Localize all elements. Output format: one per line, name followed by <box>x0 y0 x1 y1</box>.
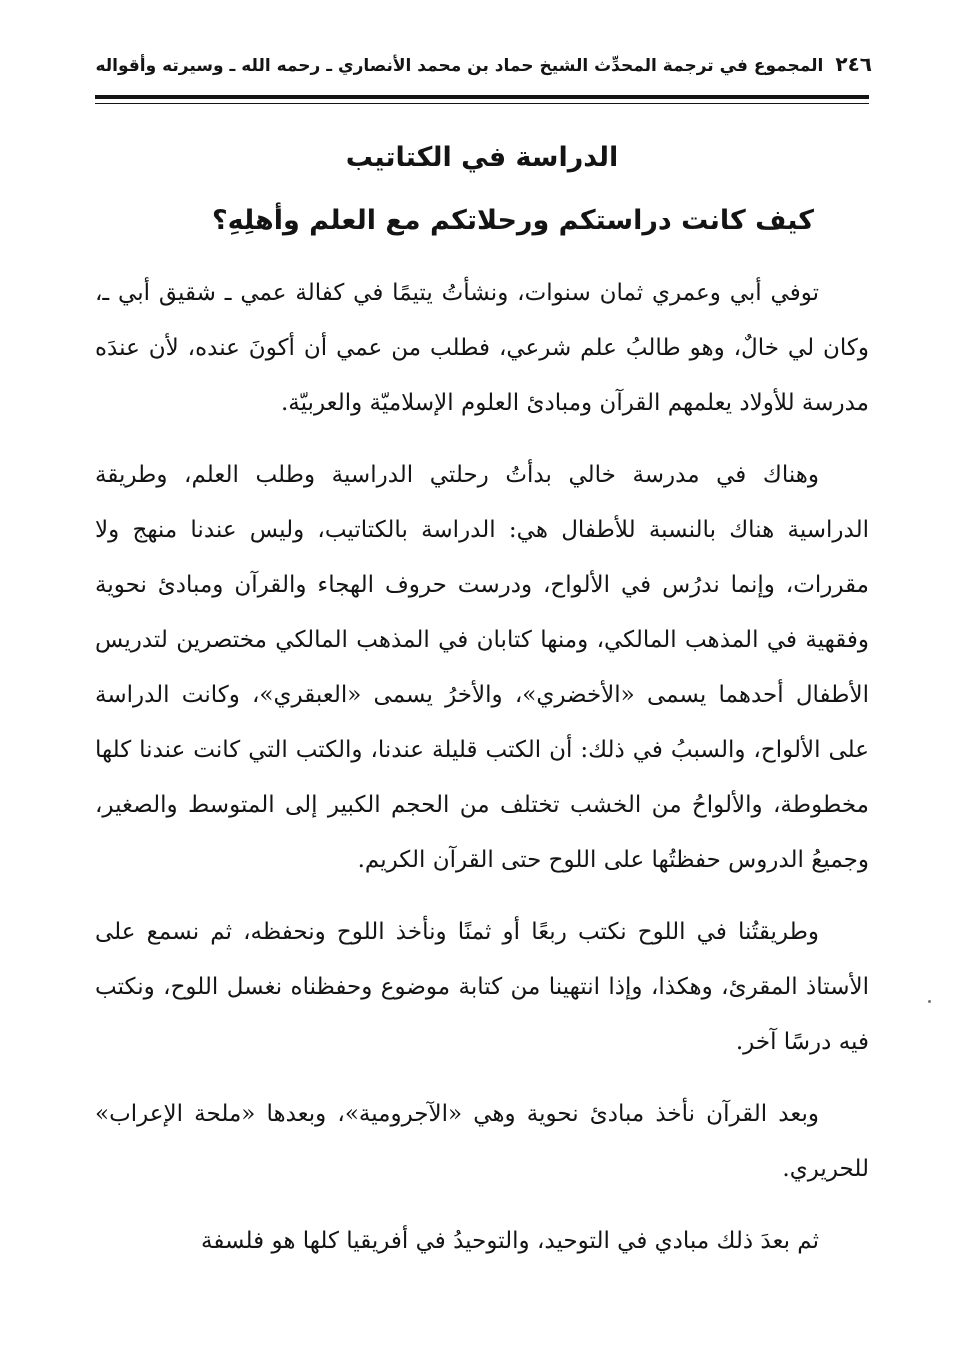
page-number: ٢٤٦ <box>835 52 872 76</box>
paragraph: ثم بعدَ ذلك مبادي في التوحيد، والتوحيدُ في أفريقيا كلها هو فلسفة <box>201 1228 819 1254</box>
scan-speck <box>928 1000 931 1003</box>
paragraph: وبعد القرآن نأخذ مبادئ نحوية وهي «الآجرومية»، وبعدها «ملحة الإعراب» للحريري. <box>95 1101 869 1182</box>
header-rule-thick <box>95 95 869 99</box>
body-text <box>95 266 869 1286</box>
question-heading: كيف كانت دراستكم ورحلاتكم مع العلم وأهلِهِ؟ <box>211 205 814 236</box>
section-title: الدراسة في الكتاتيب <box>345 142 619 173</box>
header-rule-thin <box>95 103 869 104</box>
paragraph: وهناك في مدرسة خالي بدأتُ رحلتي الدراسية وطلب العلم، وطريقة الدراسية هناك بالنسبة للأطفال هي: الدراسة بالكتاتيب، وليس عندنا منهج ولا مقررات، وإنما ندرُس في الألواح، ودرست حروف الهجاء والقرآن ومبادئ نحوية وفقهية في المذهب المالكي، ومنها كتابان في المذهب المالكي مختصرين لتدريس الأطفال أحدهما يسمى «الأخضري»، والأخرُ يسمى «العبقري»، وكانت الدراسة على الألواح، والسببُ في ذلك: أن الكتب قليلة عندنا، والكتب التي كانت عندنا كلها مخطوطة، والألواحُ من الخشب تختلف من الحجم الكبير إلى المتوسط والصغير، وجميعُ الدروس حفظتُها على اللوح حتى القرآن الكريم. <box>95 462 869 873</box>
paragraph: توفي أبي وعمري ثمان سنوات، ونشأتُ يتيمًا في كفالة عمي ـ شقيق أبي ـ، وكان لي خالٌ، وهو طالبُ علم شرعي، فطلب من عمي أن أكونَ عنده، لأن عندَه مدرسة للأولاد يعلمهم القرآن ومبادئ العلوم الإسلاميّة والعربيّة. <box>95 280 869 416</box>
paragraph: وطريقتُنا في اللوح نكتب ربعًا أو ثمنًا ونأخذ اللوح ونحفظه، ثم نسمع على الأستاذ المقرئ، وهكذا، وإذا انتهينا من كتابة موضوع وحفظناه نغسل اللوح، ونكتب فيه درسًا آخر. <box>95 919 869 1055</box>
running-title: المجموع في ترجمة المحدِّث الشيخ حماد بن محمد الأنصاري ـ رحمه الله ـ وسيرته وأقواله <box>95 56 824 76</box>
page-header <box>95 52 872 86</box>
